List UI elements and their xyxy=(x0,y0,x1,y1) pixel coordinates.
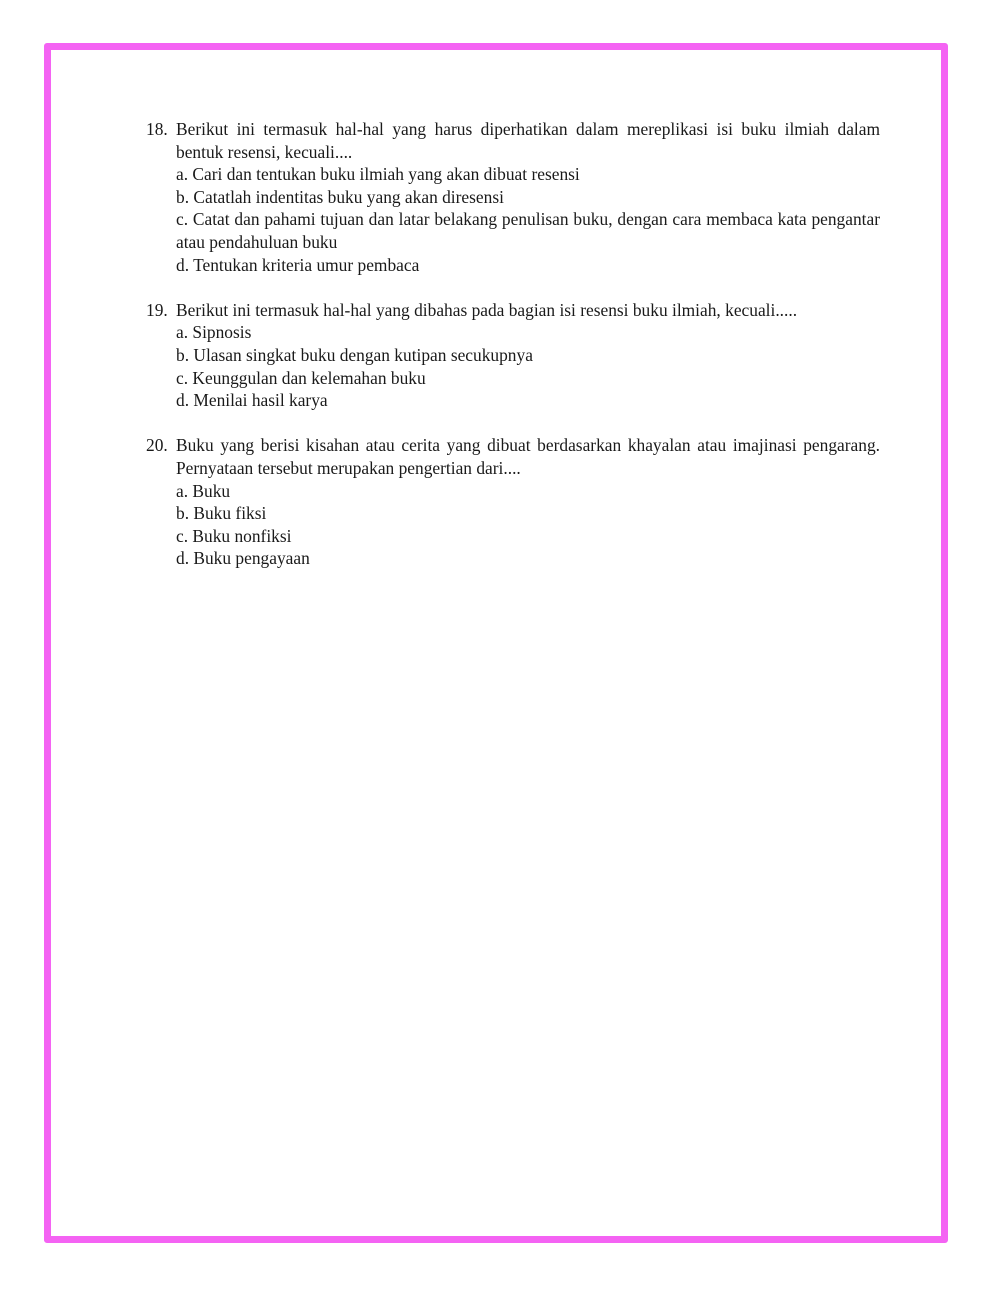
option-c: c. Buku nonfiksi xyxy=(176,525,292,546)
option-c: c. Catat dan pahami tujuan dan latar belakang penulisan buku, dengan cara membaca kata pengantar atau pendahuluan buku xyxy=(176,209,880,252)
option-c: c. Keunggulan dan kelemahan buku xyxy=(176,367,426,388)
question-number: 19. xyxy=(146,299,168,320)
option-a: a. Sipnosis xyxy=(176,322,252,343)
question-body xyxy=(176,434,880,570)
question-number: 18. xyxy=(146,119,168,139)
option-d: d. Buku pengayaan xyxy=(176,548,310,569)
question-number: 20. xyxy=(146,435,168,456)
question-text: Buku yang berisi kisahan atau cerita yang dibuat berdasarkan khayalan atau imajinasi pengarang. Pernyataan tersebut merupakan pengertian dari.... xyxy=(176,435,880,478)
question-19 xyxy=(146,299,880,412)
question-20 xyxy=(146,434,880,570)
option-b: b. Catatlah indentitas buku yang akan diresensi xyxy=(176,186,504,207)
question-text: Berikut ini termasuk hal-hal yang dibahas pada bagian isi resensi buku ilmiah, kecuali..... xyxy=(176,299,798,320)
option-d: d. Menilai hasil karya xyxy=(176,390,328,411)
question-body xyxy=(176,118,880,276)
option-a: a. Buku xyxy=(176,480,231,501)
question-text: Berikut ini termasuk hal-hal yang harus diperhatikan dalam mereplikasi isi buku ilmiah dalam bentuk resensi, kecuali.... xyxy=(176,119,880,162)
option-d: d. Tentukan kriteria umur pembaca xyxy=(176,254,420,275)
question-18 xyxy=(146,118,880,276)
question-list xyxy=(146,118,880,592)
option-b: b. Ulasan singkat buku dengan kutipan secukupnya xyxy=(176,344,533,365)
question-body xyxy=(176,299,880,412)
option-a: a. Cari dan tentukan buku ilmiah yang akan dibuat resensi xyxy=(176,164,580,185)
option-b: b. Buku fiksi xyxy=(176,503,267,524)
